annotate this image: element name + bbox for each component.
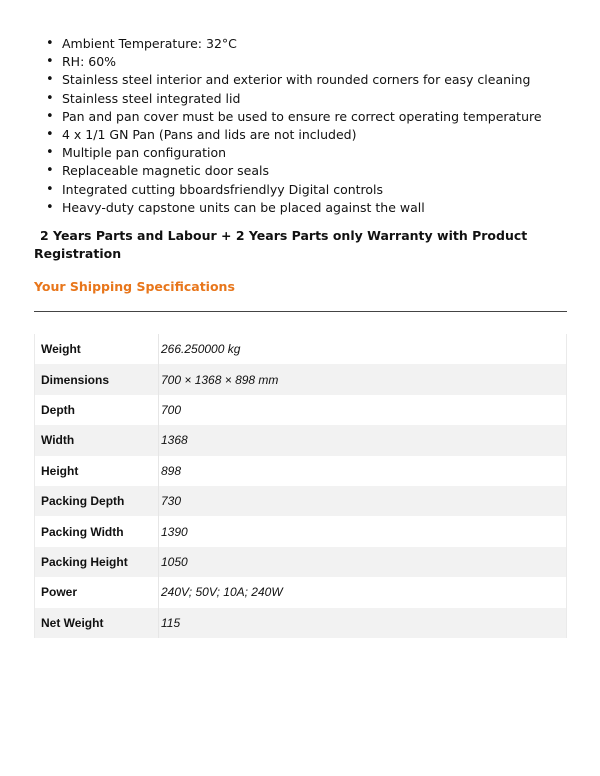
feature-item: • Multiple pan configuration [34, 144, 542, 162]
spec-value: 1368 [159, 425, 567, 455]
feature-item: • Heavy-duty capstone units can be placed against the wall [34, 199, 542, 217]
spec-value: 700 × 1368 × 898 mm [159, 364, 567, 394]
spec-value: 730 [159, 486, 567, 516]
warranty-text: 2 Years Parts and Labour + 2 Years Parts only Warranty with Product Registration [34, 228, 528, 261]
table-row [35, 334, 567, 364]
feature-item: • Integrated cutting bboardsfriendlyy Digital controls [34, 181, 542, 199]
table-row [35, 547, 567, 577]
spec-value: 266.250000 kg [159, 334, 567, 364]
spec-label: Depth [35, 395, 159, 425]
spec-label: Weight [35, 334, 159, 364]
shipping-specs-heading: Your Shipping Specifications [34, 279, 235, 294]
feature-item: • Ambient Temperature: 32°C [34, 35, 542, 53]
spec-value: 898 [159, 456, 567, 486]
feature-item: • Replaceable magnetic door seals [34, 162, 542, 180]
feature-item: • Stainless steel interior and exterior with rounded corners for easy cleaning [34, 71, 542, 89]
table-row [35, 395, 567, 425]
table-row [35, 608, 567, 638]
spec-value: 1050 [159, 547, 567, 577]
section-divider [34, 311, 567, 312]
spec-value: 240V; 50V; 10A; 240W [159, 577, 567, 607]
spec-label: Width [35, 425, 159, 455]
spec-value: 700 [159, 395, 567, 425]
table-row [35, 486, 567, 516]
spec-label: Packing Width [35, 516, 159, 546]
spec-label: Dimensions [35, 364, 159, 394]
feature-item: • RH: 60% [34, 53, 542, 71]
feature-item: • 4 x 1/1 GN Pan (Pans and lids are not included) [34, 126, 542, 144]
feature-list [34, 35, 542, 217]
table-row [35, 456, 567, 486]
warranty-note [34, 227, 554, 263]
spec-label: Height [35, 456, 159, 486]
spec-label: Power [35, 577, 159, 607]
spec-label: Net Weight [35, 608, 159, 638]
shipping-specs-table [34, 334, 567, 638]
feature-item: • Pan and pan cover must be used to ensure re correct operating temperature [34, 108, 542, 126]
spec-label: Packing Height [35, 547, 159, 577]
table-row [35, 364, 567, 394]
spec-value: 1390 [159, 516, 567, 546]
table-row [35, 516, 567, 546]
table-row [35, 577, 567, 607]
feature-item: • Stainless steel integrated lid [34, 90, 542, 108]
spec-label: Packing Depth [35, 486, 159, 516]
table-row [35, 425, 567, 455]
spec-value: 115 [159, 608, 567, 638]
